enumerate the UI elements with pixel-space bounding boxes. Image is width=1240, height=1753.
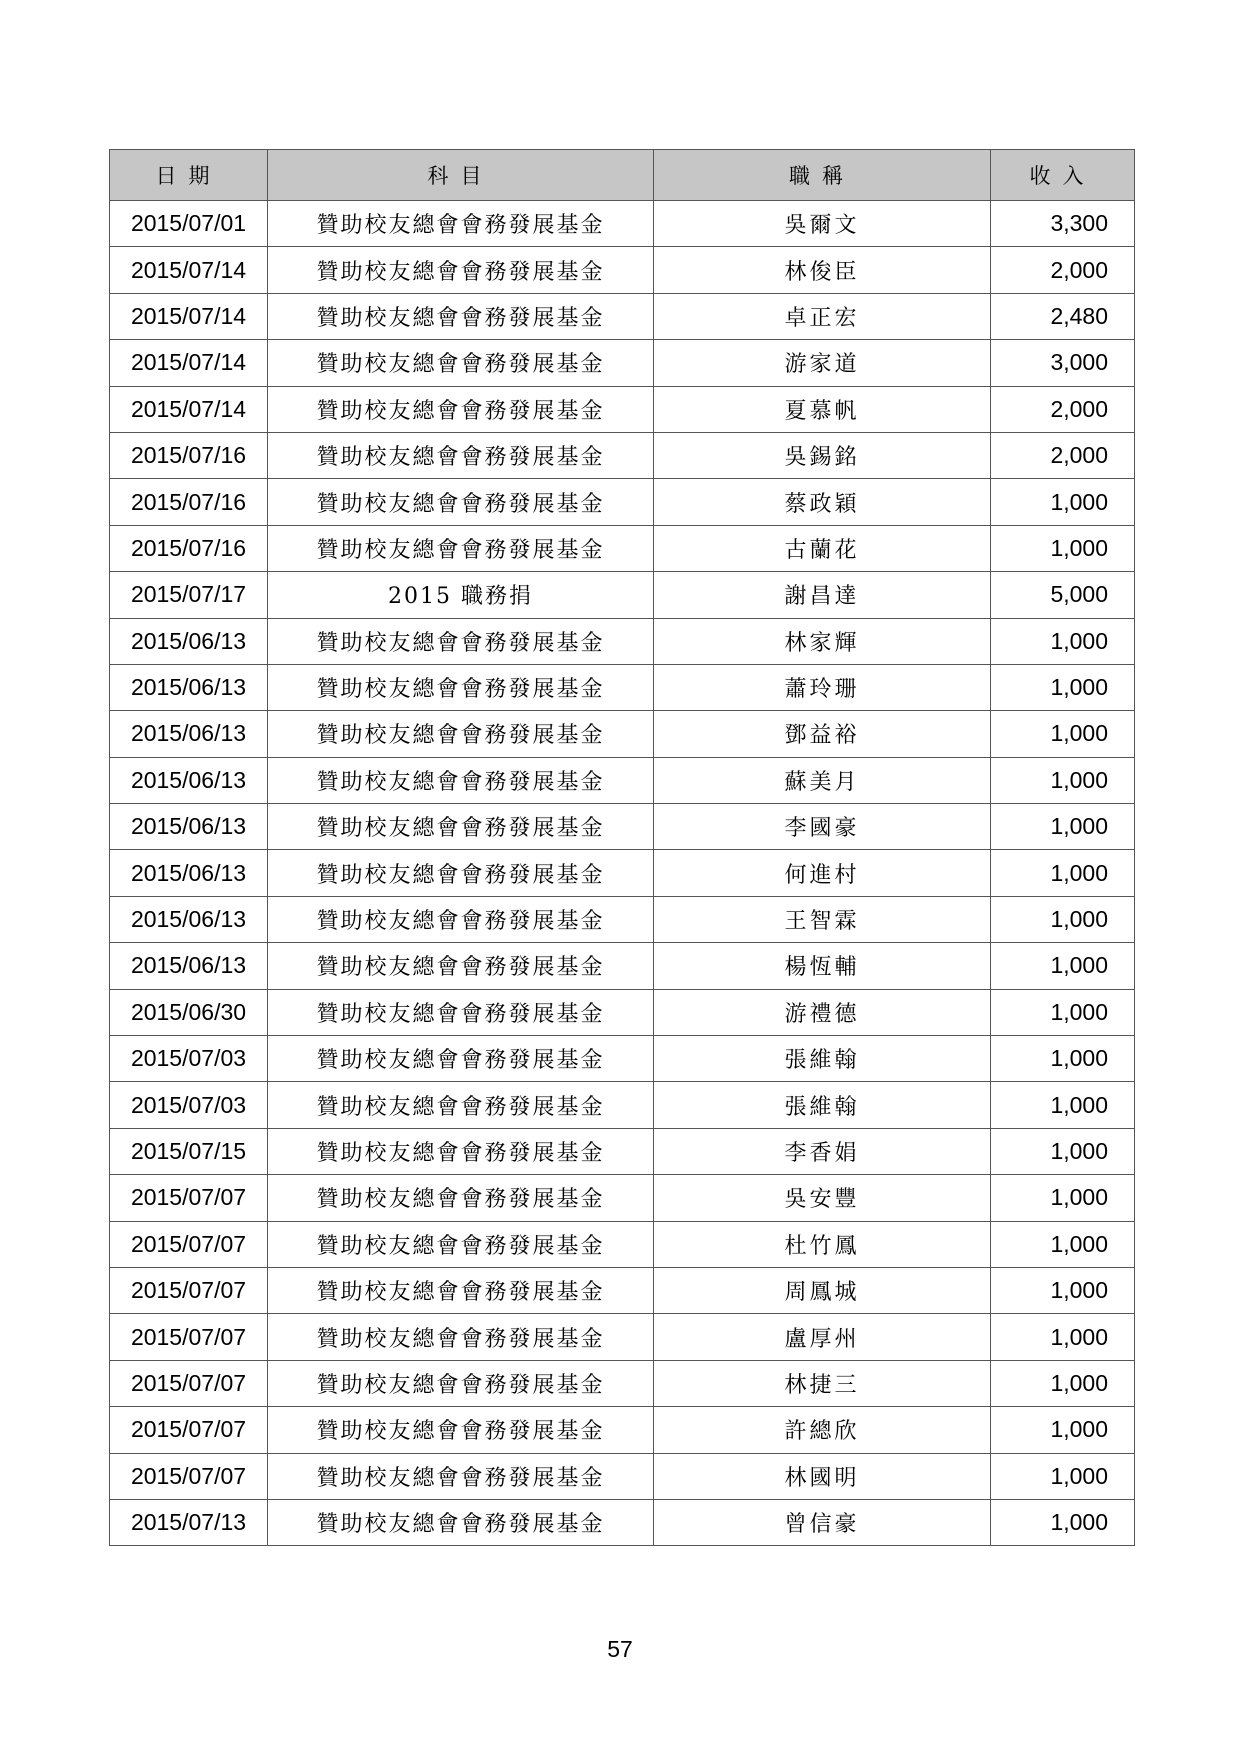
item-cell: 贊助校友總會會務發展基金	[268, 1499, 654, 1545]
amount-cell: 2,000	[991, 386, 1135, 432]
name-cell: 許總欣	[654, 1407, 991, 1453]
header-item: 科目	[268, 150, 654, 201]
date-cell: 2015/07/03	[110, 1082, 268, 1128]
date-cell: 2015/07/16	[110, 479, 268, 525]
date-cell: 2015/07/14	[110, 293, 268, 339]
item-cell: 贊助校友總會會務發展基金	[268, 711, 654, 757]
item-cell: 贊助校友總會會務發展基金	[268, 293, 654, 339]
name-cell: 何進村	[654, 850, 991, 896]
date-cell: 2015/07/14	[110, 247, 268, 293]
item-cell: 贊助校友總會會務發展基金	[268, 201, 654, 247]
table-row	[110, 201, 1135, 247]
date-cell: 2015/07/07	[110, 1407, 268, 1453]
table-body	[110, 201, 1135, 1546]
date-cell: 2015/07/07	[110, 1267, 268, 1313]
page-number: 57	[607, 1636, 633, 1662]
table-row	[110, 525, 1135, 571]
table-row	[110, 804, 1135, 850]
amount-cell: 1,000	[991, 1314, 1135, 1360]
amount-cell: 1,000	[991, 989, 1135, 1035]
date-cell: 2015/06/13	[110, 943, 268, 989]
date-cell: 2015/07/14	[110, 340, 268, 386]
item-cell: 贊助校友總會會務發展基金	[268, 943, 654, 989]
table-row	[110, 896, 1135, 942]
item-cell: 贊助校友總會會務發展基金	[268, 804, 654, 850]
table-row	[110, 1128, 1135, 1174]
table-row	[110, 479, 1135, 525]
name-cell: 李香娟	[654, 1128, 991, 1174]
name-cell: 吳爾文	[654, 201, 991, 247]
table-row	[110, 572, 1135, 618]
amount-cell: 1,000	[991, 1453, 1135, 1499]
date-cell: 2015/07/15	[110, 1128, 268, 1174]
name-cell: 張維翰	[654, 1082, 991, 1128]
table-row	[110, 943, 1135, 989]
name-cell: 林國明	[654, 1453, 991, 1499]
table-row	[110, 293, 1135, 339]
date-cell: 2015/07/16	[110, 432, 268, 478]
amount-cell: 1,000	[991, 1360, 1135, 1406]
table-row	[110, 1360, 1135, 1406]
item-cell: 贊助校友總會會務發展基金	[268, 850, 654, 896]
amount-cell: 2,480	[991, 293, 1135, 339]
header-income: 收入	[991, 150, 1135, 201]
item-cell: 贊助校友總會會務發展基金	[268, 664, 654, 710]
date-cell: 2015/07/17	[110, 572, 268, 618]
item-cell: 贊助校友總會會務發展基金	[268, 386, 654, 432]
name-cell: 林家輝	[654, 618, 991, 664]
table-row	[110, 386, 1135, 432]
name-cell: 游禮德	[654, 989, 991, 1035]
name-cell: 盧厚州	[654, 1314, 991, 1360]
table-row	[110, 757, 1135, 803]
amount-cell: 2,000	[991, 247, 1135, 293]
amount-cell: 1,000	[991, 525, 1135, 571]
amount-cell: 5,000	[991, 572, 1135, 618]
table-row	[110, 1453, 1135, 1499]
name-cell: 卓正宏	[654, 293, 991, 339]
amount-cell: 1,000	[991, 850, 1135, 896]
date-cell: 2015/06/13	[110, 804, 268, 850]
table-row	[110, 664, 1135, 710]
date-cell: 2015/07/14	[110, 386, 268, 432]
item-cell: 贊助校友總會會務發展基金	[268, 479, 654, 525]
name-cell: 謝昌達	[654, 572, 991, 618]
date-cell: 2015/07/07	[110, 1175, 268, 1221]
amount-cell: 1,000	[991, 1407, 1135, 1453]
date-cell: 2015/06/13	[110, 896, 268, 942]
name-cell: 楊恆輔	[654, 943, 991, 989]
table-row	[110, 850, 1135, 896]
name-cell: 夏慕帆	[654, 386, 991, 432]
table-row	[110, 432, 1135, 478]
date-cell: 2015/06/13	[110, 711, 268, 757]
name-cell: 曾信豪	[654, 1499, 991, 1545]
name-cell: 古蘭花	[654, 525, 991, 571]
amount-cell: 1,000	[991, 1082, 1135, 1128]
item-cell: 2015 職務捐	[268, 572, 654, 618]
table-row	[110, 711, 1135, 757]
amount-cell: 1,000	[991, 804, 1135, 850]
name-cell: 周鳳城	[654, 1267, 991, 1313]
name-cell: 吳錫銘	[654, 432, 991, 478]
amount-cell: 1,000	[991, 664, 1135, 710]
amount-cell: 1,000	[991, 1128, 1135, 1174]
table-row	[110, 340, 1135, 386]
amount-cell: 1,000	[991, 618, 1135, 664]
name-cell: 林捷三	[654, 1360, 991, 1406]
item-cell: 贊助校友總會會務發展基金	[268, 1267, 654, 1313]
date-cell: 2015/07/01	[110, 201, 268, 247]
table-row	[110, 989, 1135, 1035]
table-row	[110, 1407, 1135, 1453]
item-cell: 贊助校友總會會務發展基金	[268, 1175, 654, 1221]
amount-cell: 1,000	[991, 711, 1135, 757]
item-cell: 贊助校友總會會務發展基金	[268, 896, 654, 942]
amount-cell: 1,000	[991, 1221, 1135, 1267]
item-cell: 贊助校友總會會務發展基金	[268, 1360, 654, 1406]
amount-cell: 1,000	[991, 1267, 1135, 1313]
amount-cell: 1,000	[991, 943, 1135, 989]
donation-table	[109, 149, 1135, 1546]
item-cell: 贊助校友總會會務發展基金	[268, 989, 654, 1035]
date-cell: 2015/06/13	[110, 664, 268, 710]
name-cell: 林俊臣	[654, 247, 991, 293]
table-row	[110, 1175, 1135, 1221]
table-row	[110, 1221, 1135, 1267]
amount-cell: 1,000	[991, 1499, 1135, 1545]
date-cell: 2015/06/30	[110, 989, 268, 1035]
item-cell: 贊助校友總會會務發展基金	[268, 757, 654, 803]
table-row	[110, 618, 1135, 664]
name-cell: 游家道	[654, 340, 991, 386]
date-cell: 2015/07/16	[110, 525, 268, 571]
item-cell: 贊助校友總會會務發展基金	[268, 247, 654, 293]
name-cell: 鄧益裕	[654, 711, 991, 757]
date-cell: 2015/07/07	[110, 1314, 268, 1360]
date-cell: 2015/06/13	[110, 757, 268, 803]
date-cell: 2015/07/07	[110, 1221, 268, 1267]
date-cell: 2015/07/07	[110, 1360, 268, 1406]
date-cell: 2015/06/13	[110, 850, 268, 896]
item-cell: 贊助校友總會會務發展基金	[268, 1453, 654, 1499]
name-cell: 蘇美月	[654, 757, 991, 803]
header-date: 日期	[110, 150, 268, 201]
name-cell: 張維翰	[654, 1036, 991, 1082]
amount-cell: 1,000	[991, 1175, 1135, 1221]
table-row	[110, 1499, 1135, 1545]
item-cell: 贊助校友總會會務發展基金	[268, 525, 654, 571]
amount-cell: 3,300	[991, 201, 1135, 247]
name-cell: 吳安豐	[654, 1175, 991, 1221]
item-cell: 贊助校友總會會務發展基金	[268, 1036, 654, 1082]
date-cell: 2015/07/03	[110, 1036, 268, 1082]
amount-cell: 1,000	[991, 896, 1135, 942]
table-row	[110, 1314, 1135, 1360]
amount-cell: 1,000	[991, 1036, 1135, 1082]
header-title: 職稱	[654, 150, 991, 201]
item-cell: 贊助校友總會會務發展基金	[268, 1407, 654, 1453]
name-cell: 李國豪	[654, 804, 991, 850]
amount-cell: 1,000	[991, 479, 1135, 525]
date-cell: 2015/07/13	[110, 1499, 268, 1545]
date-cell: 2015/06/13	[110, 618, 268, 664]
table-row	[110, 247, 1135, 293]
item-cell: 贊助校友總會會務發展基金	[268, 340, 654, 386]
table-row	[110, 1036, 1135, 1082]
item-cell: 贊助校友總會會務發展基金	[268, 1314, 654, 1360]
amount-cell: 2,000	[991, 432, 1135, 478]
table-header-row	[110, 150, 1135, 201]
table-row	[110, 1082, 1135, 1128]
item-cell: 贊助校友總會會務發展基金	[268, 1128, 654, 1174]
name-cell: 蔡政穎	[654, 479, 991, 525]
item-cell: 贊助校友總會會務發展基金	[268, 618, 654, 664]
date-cell: 2015/07/07	[110, 1453, 268, 1499]
name-cell: 杜竹鳳	[654, 1221, 991, 1267]
item-cell: 贊助校友總會會務發展基金	[268, 1221, 654, 1267]
item-cell: 贊助校友總會會務發展基金	[268, 1082, 654, 1128]
table-row	[110, 1267, 1135, 1313]
item-cell: 贊助校友總會會務發展基金	[268, 432, 654, 478]
amount-cell: 3,000	[991, 340, 1135, 386]
amount-cell: 1,000	[991, 757, 1135, 803]
name-cell: 蕭玲珊	[654, 664, 991, 710]
name-cell: 王智霖	[654, 896, 991, 942]
